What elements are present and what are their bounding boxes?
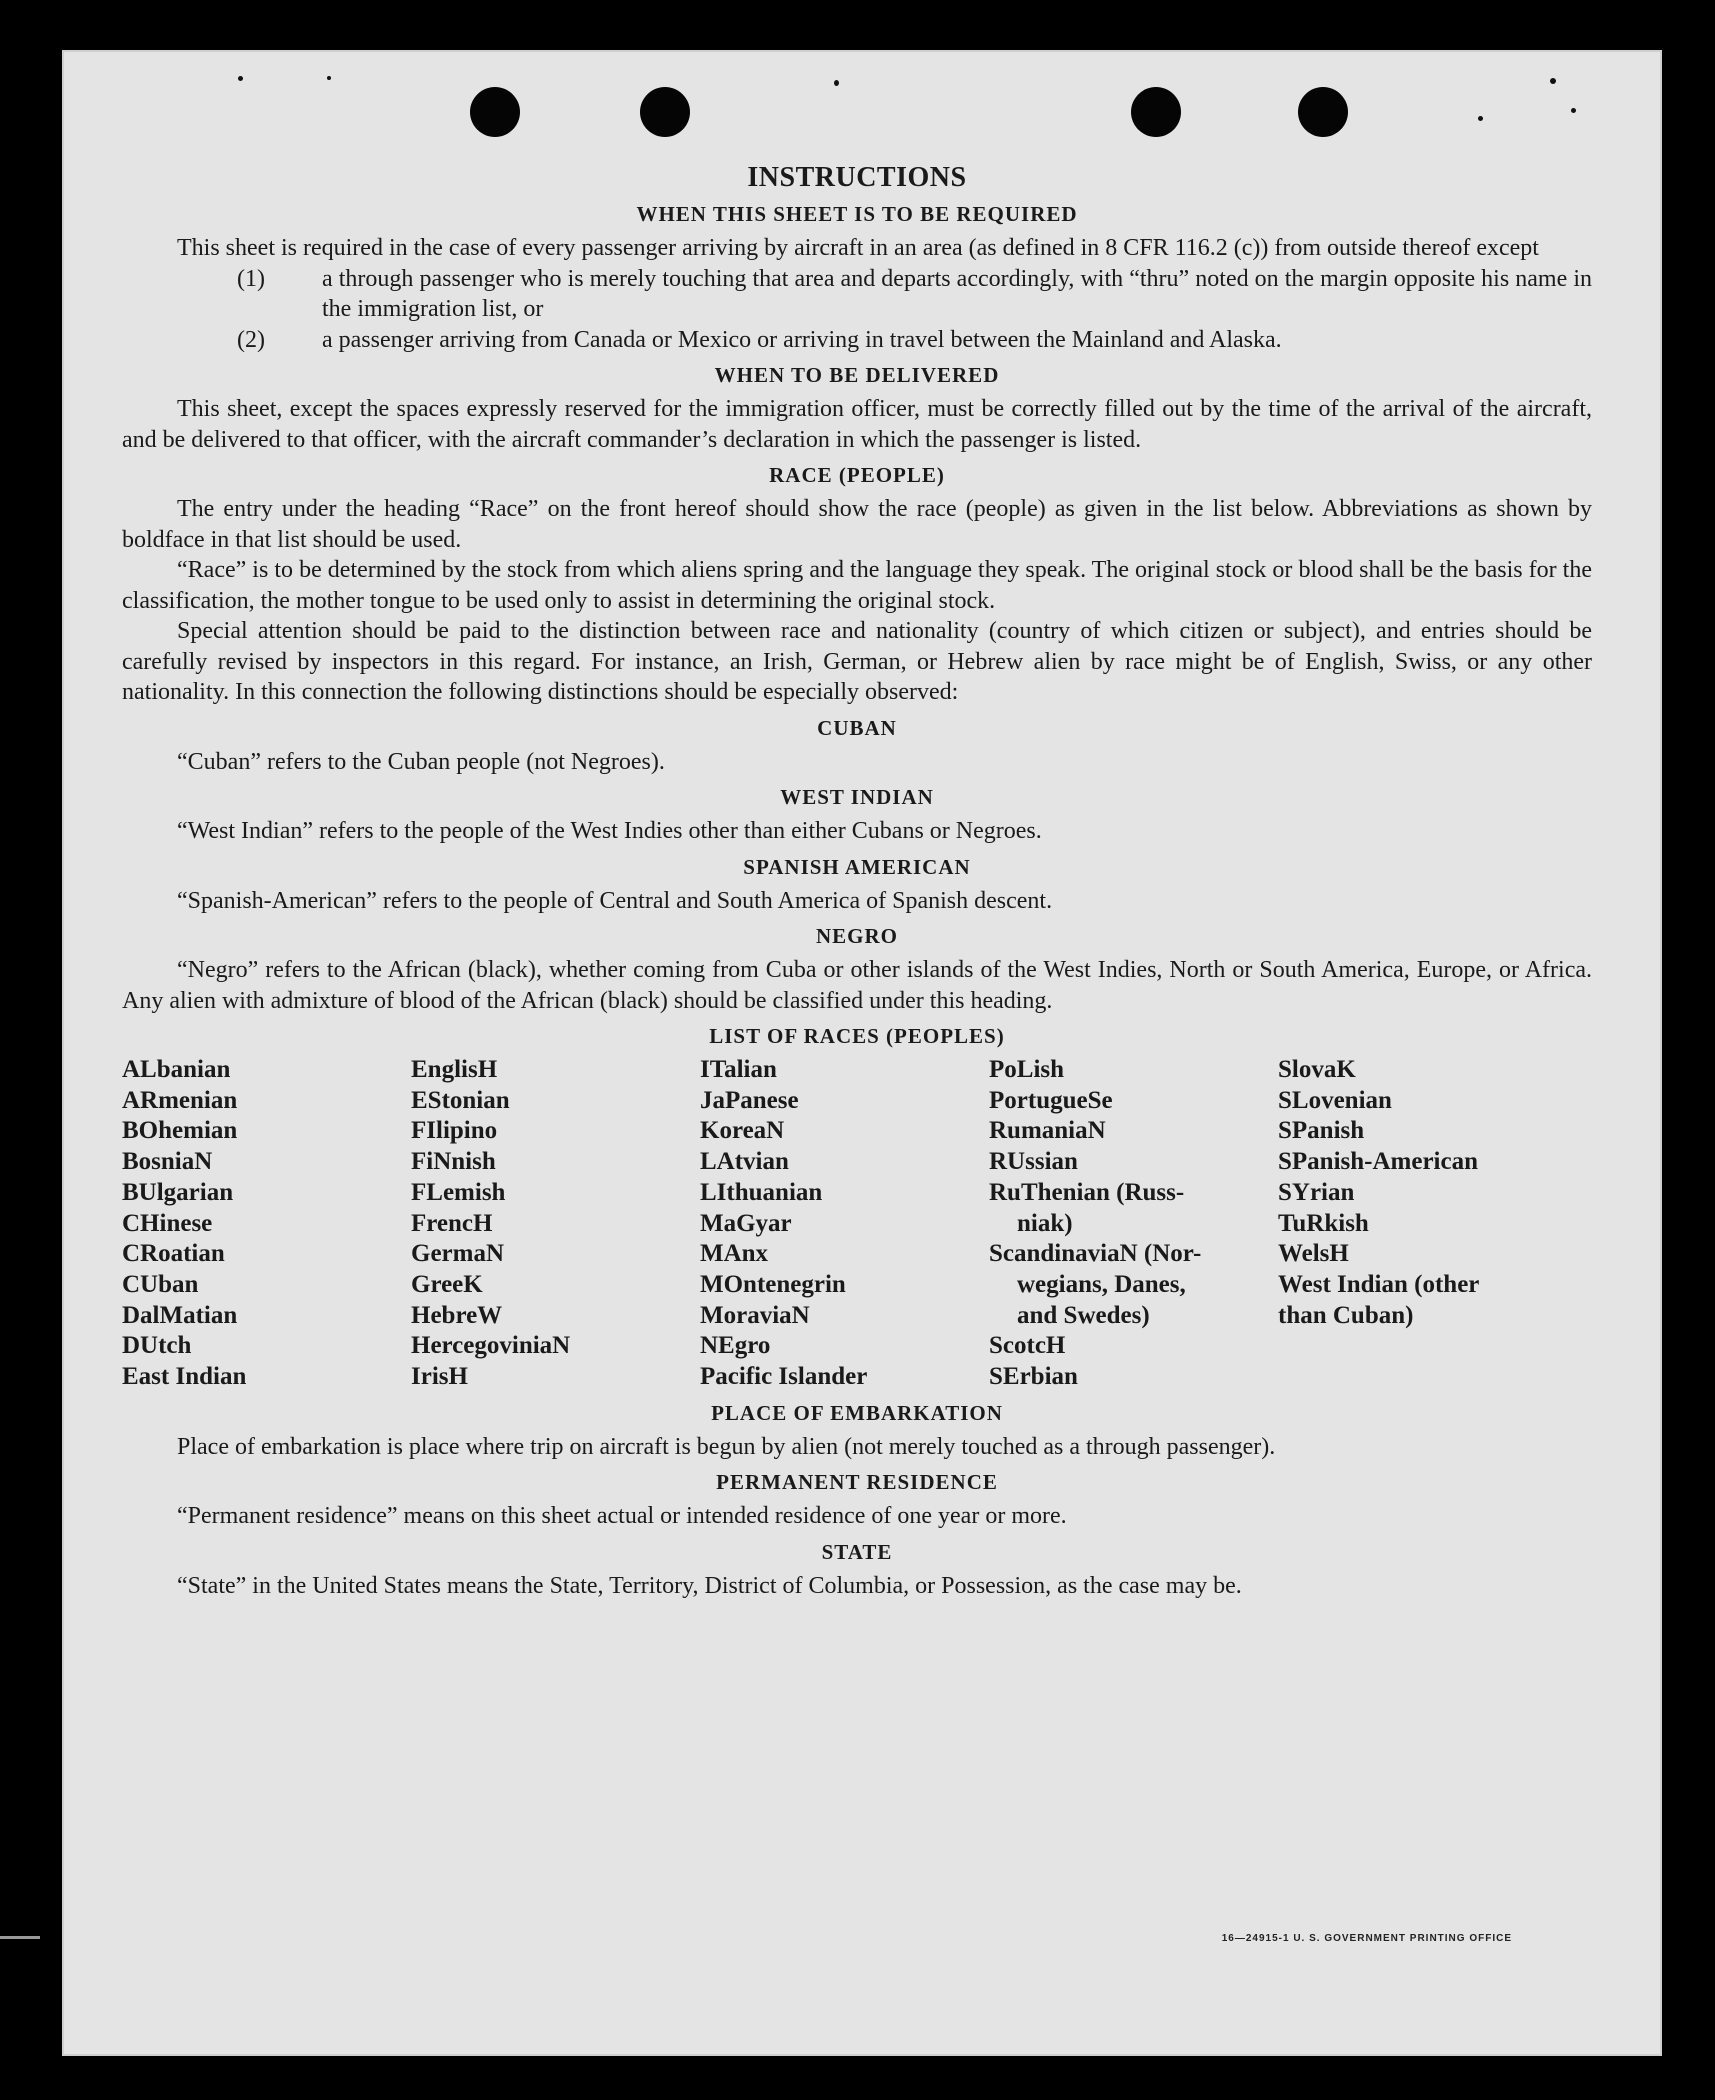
printer-imprint: 16—24915-1 U. S. GOVERNMENT PRINTING OFFICE (1221, 1933, 1512, 1944)
residence-text: “Permanent residence” means on this sheet actual or intended residence of one year or more. (177, 1503, 1067, 1530)
heading-race: RACE (PEOPLE) (769, 463, 945, 487)
race-entry: DalMatian (122, 1301, 238, 1329)
race-list (122, 1055, 1592, 1393)
race-entry: and Swedes) (1017, 1301, 1150, 1329)
exception-text: a passenger arriving from Canada or Mexico or arriving in travel between the Mainland and Alaska. (322, 326, 1282, 353)
race-entry: FIlipino (411, 1117, 498, 1145)
heading-west-indian: WEST INDIAN (780, 785, 934, 809)
race-entry: MAnx (700, 1240, 769, 1268)
heading-state: STATE (821, 1539, 893, 1564)
race-entry: ScotcH (989, 1332, 1066, 1360)
race-entry: ScandinaviaN (Nor- (989, 1240, 1202, 1268)
race-entry: KoreaN (700, 1117, 785, 1145)
heading-delivered: WHEN TO BE DELIVERED (714, 363, 1000, 387)
page-title: INSTRUCTIONS (747, 162, 967, 193)
embarkation-text: Place of embarkation is place where trip on aircraft is begun by alien (not merely touched as a through passenger). (177, 1433, 1276, 1460)
race-entry: BUlgarian (122, 1178, 234, 1206)
cuban-text: “Cuban” refers to the Cuban people (not Negroes). (177, 748, 665, 775)
edge-mark (0, 1936, 40, 1939)
race-entry: MoraviaN (700, 1301, 810, 1329)
race-column (411, 1055, 700, 1393)
heading-negro: NEGRO (815, 924, 898, 948)
race-entry: JaPanese (700, 1086, 799, 1114)
race-entry: SPanish (1278, 1117, 1365, 1145)
heading-spanish-american: SPANISH AMERICAN (743, 854, 971, 879)
race-entry: HebreW (411, 1301, 503, 1329)
race-entry: RumaniaN (989, 1117, 1106, 1145)
heading-residence: PERMANENT RESIDENCE (716, 1470, 998, 1495)
race-column (1278, 1055, 1578, 1393)
race-entry: CRoatian (122, 1240, 225, 1268)
punch-hole (1131, 87, 1181, 137)
race-paragraph-1: The entry under the heading “Race” on the front hereof should show the race (people) as given in the list below. Abbreviations as shown by boldface in that list should be used. (122, 496, 1592, 553)
race-entry: MaGyar (700, 1209, 792, 1237)
heading-embarkation: PLACE OF EMBARKATION (711, 1400, 1003, 1425)
race-entry: SLovenian (1278, 1086, 1392, 1114)
race-entry: SPanish-American (1278, 1148, 1478, 1176)
race-entry: NEgro (700, 1332, 771, 1360)
race-entry: EStonian (411, 1086, 510, 1114)
exception-number: (1) (237, 265, 265, 292)
spanish-american-text: “Spanish-American” refers to the people of Central and South America of Spanish descent. (177, 887, 1053, 914)
negro-text: “Negro” refers to the African (black), whether coming from Cuba or other islands of the West Indies, North or South America, Europe, or Africa. Any alien with admixture of blood of the African (black) should be classified under this heading. (122, 957, 1592, 1014)
west-indian-text: “West Indian” refers to the people of the West Indies other than either Cubans or Negroes. (177, 818, 1042, 844)
punch-hole (640, 87, 690, 137)
race-entry: MOntenegrin (700, 1270, 846, 1298)
race-entry: West Indian (other (1278, 1270, 1480, 1298)
race-entry: FLemish (411, 1178, 506, 1206)
race-entry: GermaN (411, 1240, 505, 1268)
instructions-body (122, 162, 1592, 1601)
race-entry: Pacific Islander (700, 1363, 868, 1391)
race-entry: East Indian (122, 1363, 247, 1391)
race-entry: LAtvian (700, 1148, 789, 1176)
race-entry: HercegoviniaN (411, 1332, 571, 1360)
punch-hole (470, 87, 520, 137)
exception-text: a through passenger who is merely touching that area and departs accordingly, with “thru” noted on the margin opposite his name in the immigration list, or (322, 265, 1592, 322)
speck (327, 76, 331, 80)
race-entry: GreeK (411, 1270, 483, 1298)
race-entry: EnglisH (411, 1056, 498, 1083)
speck (238, 76, 243, 81)
race-column (122, 1055, 411, 1393)
race-entry: SYrian (1278, 1178, 1355, 1206)
race-paragraph-2: “Race” is to be determined by the stock from which aliens spring and the language they speak. The original stock or blood shall be the basis for the classification, the mother tongue to be used only to assist in determining the original stock. (122, 557, 1592, 614)
race-entry: FrencH (411, 1209, 493, 1237)
exception-item (122, 325, 1592, 356)
state-text: “State” in the United States means the State, Territory, District of Columbia, or Possession, as the case may be. (177, 1572, 1242, 1599)
race-entry: than Cuban) (1278, 1301, 1414, 1329)
punch-hole (1298, 87, 1348, 137)
race-entry: LIthuanian (700, 1178, 823, 1206)
race-entry: WelsH (1278, 1240, 1349, 1268)
race-entry: RUssian (989, 1148, 1078, 1176)
race-entry: niak) (1017, 1209, 1073, 1237)
race-entry: SlovaK (1278, 1056, 1356, 1083)
race-entry: ITalian (700, 1056, 777, 1083)
race-entry: CHinese (122, 1209, 213, 1237)
race-entry: wegians, Danes, (1017, 1270, 1186, 1298)
exception-number: (2) (237, 326, 265, 353)
heading-required: WHEN THIS SHEET IS TO BE REQUIRED (636, 202, 1078, 226)
race-column (989, 1055, 1278, 1393)
race-entry: IrisH (411, 1363, 468, 1391)
speck (1571, 108, 1576, 113)
exception-item (122, 264, 1592, 325)
race-entry: BOhemian (122, 1117, 238, 1145)
speck (1478, 116, 1483, 121)
race-entry: DUtch (122, 1332, 192, 1360)
race-entry: RuThenian (Russ- (989, 1178, 1185, 1206)
race-entry: FiNnish (411, 1148, 496, 1176)
race-entry: ALbanian (122, 1056, 231, 1083)
speck (834, 80, 839, 86)
race-entry: SErbian (989, 1363, 1078, 1391)
race-column (700, 1055, 989, 1393)
race-entry: PoLish (989, 1056, 1065, 1083)
required-intro: This sheet is required in the case of every passenger arriving by aircraft in an area (as defined in 8 CFR 116.2 (c)) from outside thereof except (177, 235, 1539, 261)
speck (1550, 78, 1556, 84)
race-entry: CUban (122, 1270, 199, 1298)
race-entry: ARmenian (122, 1086, 238, 1114)
race-paragraph-3: Special attention should be paid to the distinction between race and nationality (country of which citizen or subject), and entries should be carefully revised by inspectors in this regard. For instance, an Irish, German, or Hebrew alien by race might be of English, Swiss, or any other nationality. In this connection the following distinctions should be especially observed: (122, 618, 1592, 705)
race-entry: PortugueSe (989, 1086, 1113, 1114)
heading-list-of-races: LIST OF RACES (PEOPLES) (709, 1024, 1005, 1048)
race-entry: BosniaN (122, 1148, 213, 1176)
document-page (62, 50, 1662, 2056)
delivered-text: This sheet, except the spaces expressly reserved for the immigration officer, must be correctly filled out by the time of the arrival of the aircraft, and be delivered to that officer, with the aircraft commander’s declaration in which the passenger is listed. (122, 396, 1592, 453)
race-entry: TuRkish (1278, 1209, 1369, 1237)
heading-cuban: CUBAN (817, 715, 897, 740)
